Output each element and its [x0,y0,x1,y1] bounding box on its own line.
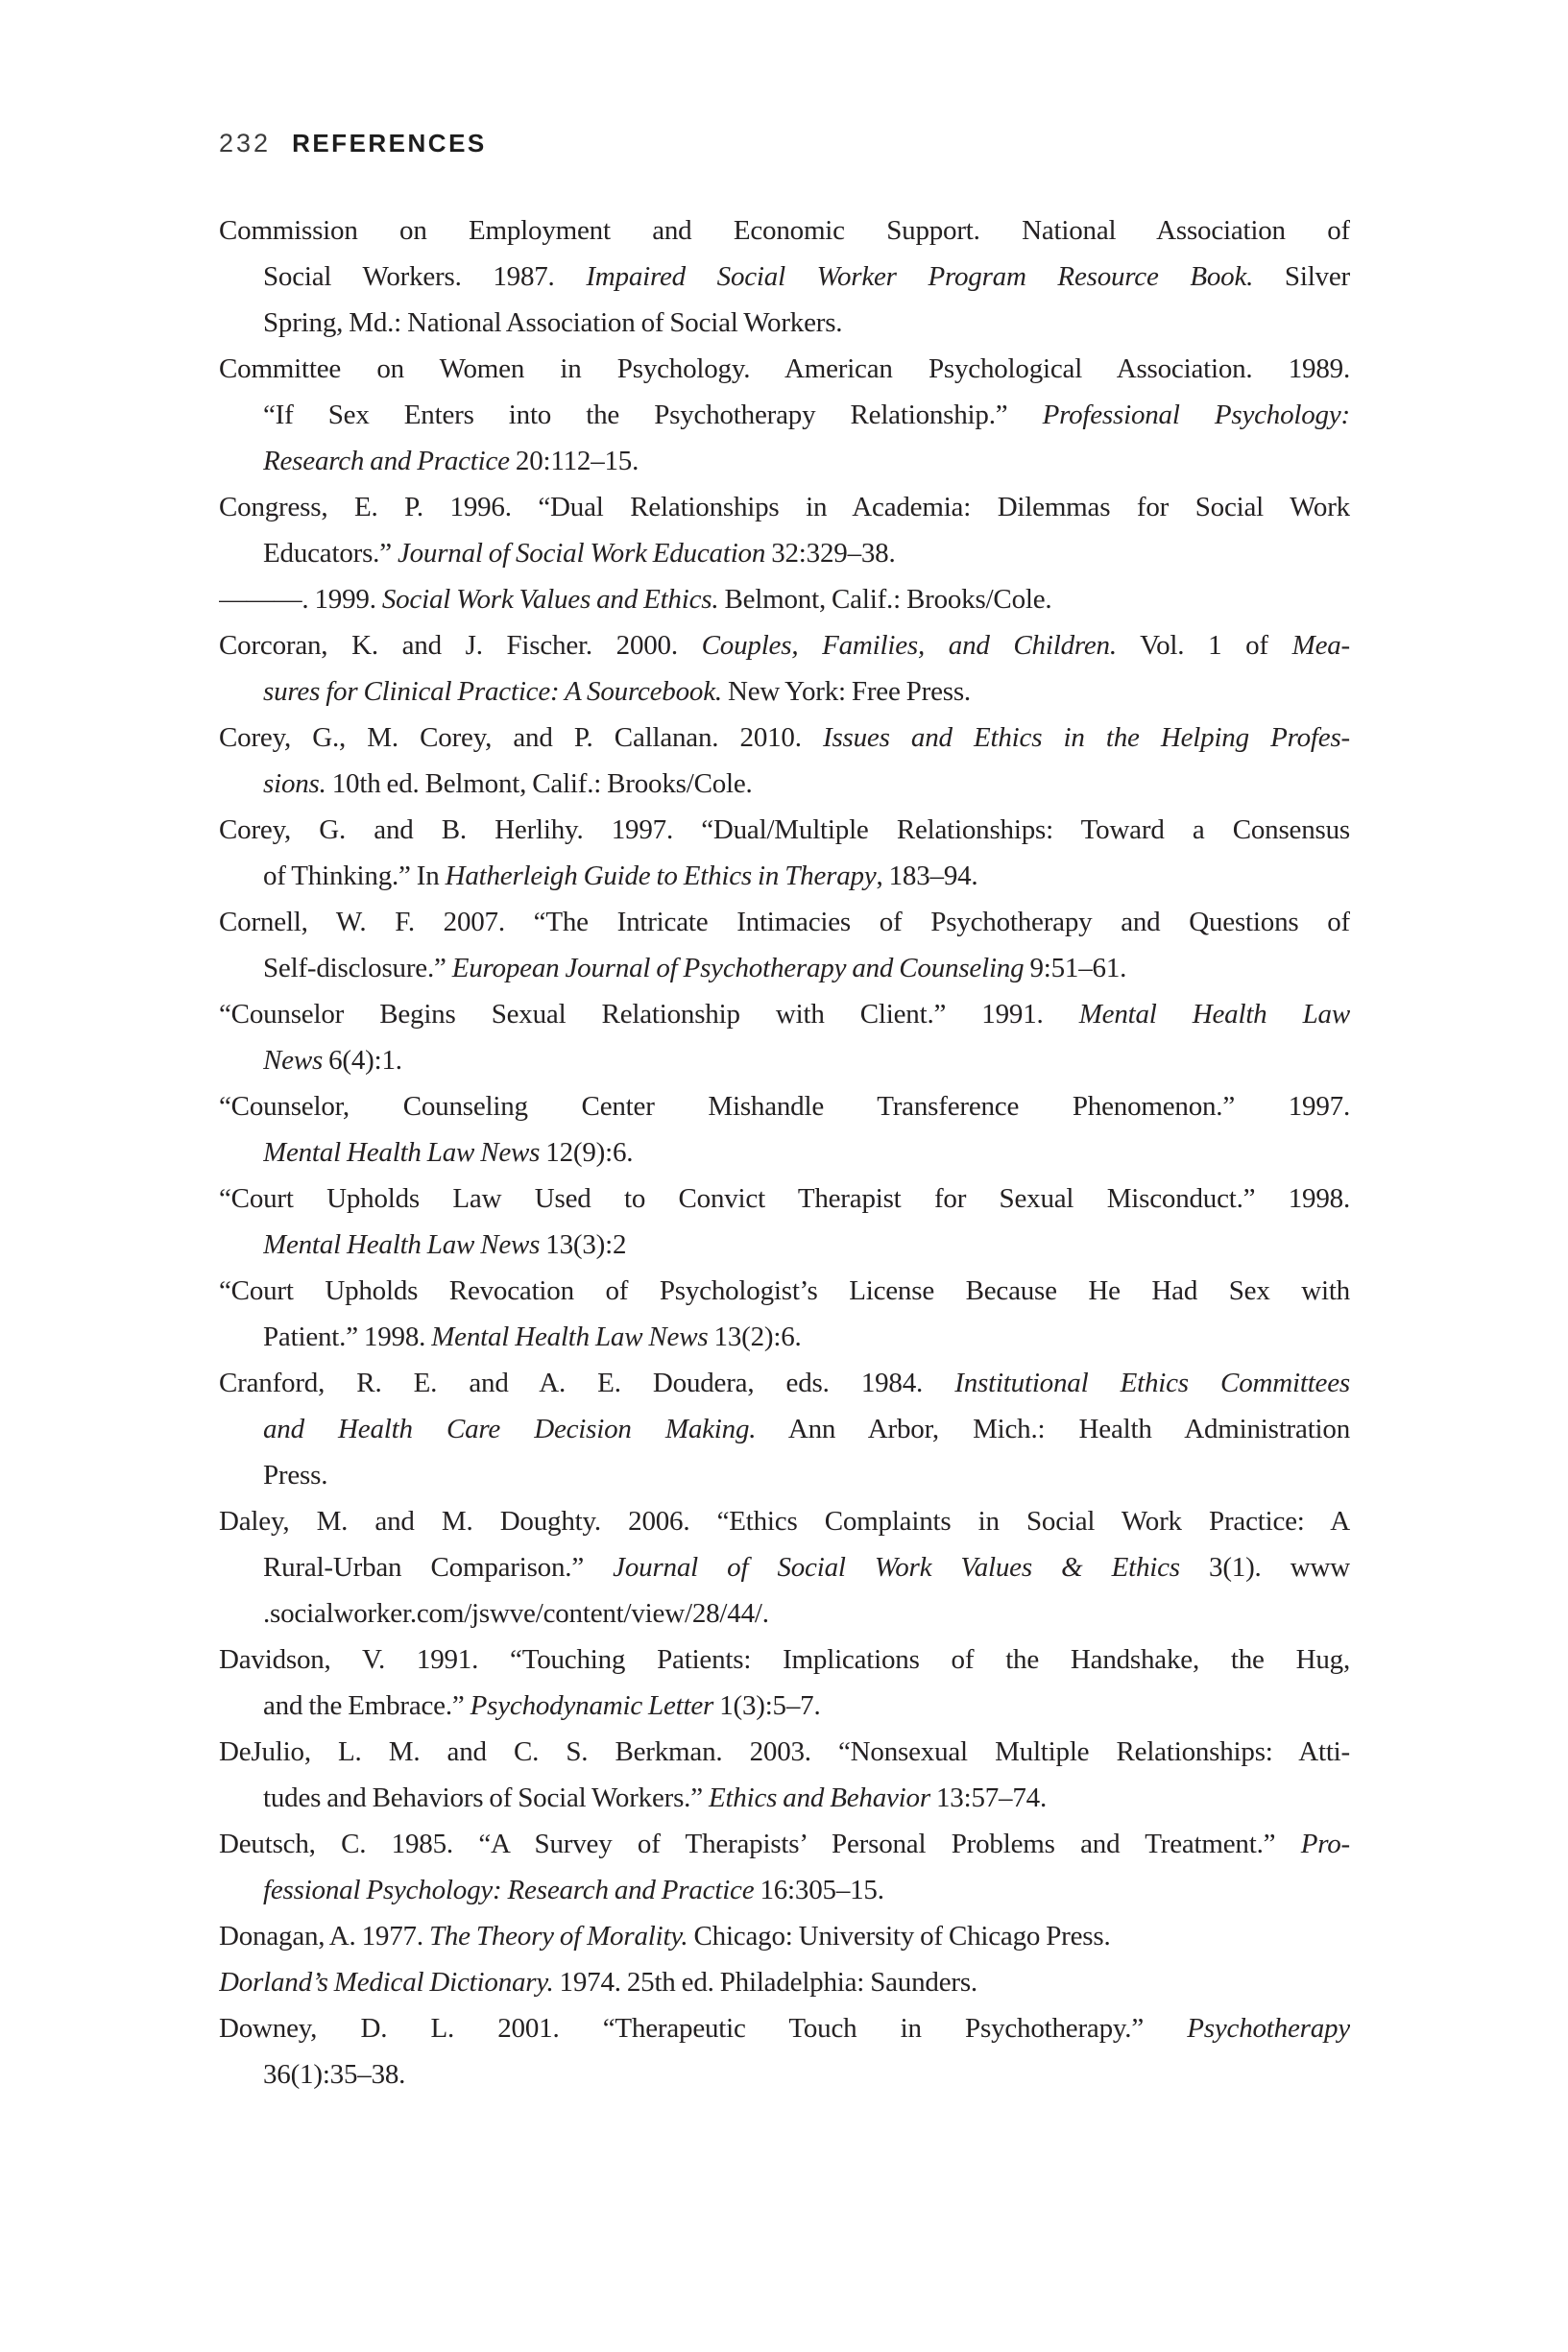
reference-entry [219,991,1350,1083]
reference-line: Cranford, R. E. and A. E. Doudera, eds. 1984. Institutional Ethics Committees [219,1368,1350,1398]
reference-line: and Health Care Decision Making. Ann Arbor, Mich.: Health Administration [263,1414,1350,1444]
reference-line: .socialworker.com/jswve/content/view/28/44/. [263,1598,769,1629]
reference-line: of Thinking.” In Hatherleigh Guide to Ethics in Therapy, 183–94. [263,861,978,891]
reference-entry [219,1360,1350,1498]
reference-line: sures for Clinical Practice: A Sourcebook. New York: Free Press. [263,676,971,707]
reference-entry [219,899,1350,991]
reference-line: 36(1):35–38. [263,2059,406,2090]
reference-line: Educators.” Journal of Social Work Education 32:329–38. [263,538,896,569]
reference-line: Corey, G. and B. Herlihy. 1997. “Dual/Multiple Relationships: Toward a Consensus [219,814,1350,845]
running-head-title: REFERENCES [292,129,487,158]
reference-entry [219,1176,1350,1268]
reference-entry [219,1498,1350,1637]
reference-line: tudes and Behaviors of Social Workers.” Ethics and Behavior 13:57–74. [263,1782,1047,1813]
reference-line: Commission on Employment and Economic Support. National Association of [219,215,1350,246]
reference-line: “If Sex Enters into the Psychotherapy Relationship.” Professional Psychology: [263,400,1350,430]
reference-entry [219,807,1350,899]
reference-line: Patient.” 1998. Mental Health Law News 13(2):6. [263,1321,802,1352]
reference-line: fessional Psychology: Research and Practice 16:305–15. [263,1875,884,1905]
reference-line: sions. 10th ed. Belmont, Calif.: Brooks/Cole. [263,768,753,799]
reference-line: Corey, G., M. Corey, and P. Callanan. 2010. Issues and Ethics in the Helping Profes- [219,722,1350,753]
reference-entry [219,207,1350,346]
reference-line: Rural-Urban Comparison.” Journal of Social Work Values & Ethics 3(1). www [263,1552,1350,1583]
reference-line: Donagan, A. 1977. The Theory of Morality. Chicago: University of Chicago Press. [219,1921,1111,1952]
reference-entry [219,1913,1350,1959]
reference-line: Downey, D. L. 2001. “Therapeutic Touch in Psychotherapy.” Psychotherapy [219,2013,1350,2044]
reference-line: Davidson, V. 1991. “Touching Patients: Implications of the Handshake, the Hug, [219,1644,1350,1675]
reference-line: “Court Upholds Law Used to Convict Therapist for Sexual Misconduct.” 1998. [219,1183,1350,1214]
reference-line: Congress, E. P. 1996. “Dual Relationships in Academia: Dilemmas for Social Work [219,492,1350,522]
reference-entry [219,715,1350,807]
reference-entry [219,2005,1350,2097]
reference-line: Corcoran, K. and J. Fischer. 2000. Couples, Families, and Children. Vol. 1 of Mea- [219,630,1350,661]
reference-entry [219,576,1350,622]
reference-line: Mental Health Law News 12(9):6. [263,1137,634,1168]
reference-line: Press. [263,1460,328,1491]
reference-line: News 6(4):1. [263,1045,402,1076]
reference-line: Daley, M. and M. Doughty. 2006. “Ethics Complaints in Social Work Practice: A [219,1506,1350,1537]
reference-line: Deutsch, C. 1985. “A Survey of Therapists’ Personal Problems and Treatment.” Pro- [219,1829,1350,1859]
reference-line: “Counselor Begins Sexual Relationship with Client.” 1991. Mental Health Law [219,999,1350,1030]
reference-entry [219,1637,1350,1729]
reference-line: Research and Practice 20:112–15. [263,446,639,476]
reference-entry [219,1959,1350,2005]
reference-entry [219,622,1350,715]
reference-entry [219,484,1350,576]
references-list [219,207,1350,2097]
reference-line: and the Embrace.” Psychodynamic Letter 1(3):5–7. [263,1690,821,1721]
running-head [219,129,487,162]
reference-line: ———. 1999. Social Work Values and Ethics. Belmont, Calif.: Brooks/Cole. [219,584,1052,615]
reference-line: Spring, Md.: National Association of Social Workers. [263,307,843,338]
reference-line: Dorland’s Medical Dictionary. 1974. 25th ed. Philadelphia: Saunders. [219,1967,977,1998]
reference-line: “Court Upholds Revocation of Psychologist’s License Because He Had Sex with [219,1275,1350,1306]
reference-entry [219,1821,1350,1913]
reference-entry [219,1083,1350,1176]
reference-line: Committee on Women in Psychology. American Psychological Association. 1989. [219,353,1350,384]
reference-line: Cornell, W. F. 2007. “The Intricate Intimacies of Psychotherapy and Questions of [219,907,1350,937]
reference-line: Social Workers. 1987. Impaired Social Worker Program Resource Book. Silver [263,261,1350,292]
reference-line: DeJulio, L. M. and C. S. Berkman. 2003. “Nonsexual Multiple Relationships: Atti- [219,1736,1350,1767]
reference-entry [219,346,1350,484]
reference-line: Mental Health Law News 13(3):2 [263,1229,627,1260]
reference-line: Self-disclosure.” European Journal of Psychotherapy and Counseling 9:51–61. [263,953,1127,983]
page-number: 232 [219,129,272,158]
reference-entry [219,1729,1350,1821]
reference-line: “Counselor, Counseling Center Mishandle Transference Phenomenon.” 1997. [219,1091,1350,1122]
reference-entry [219,1268,1350,1360]
